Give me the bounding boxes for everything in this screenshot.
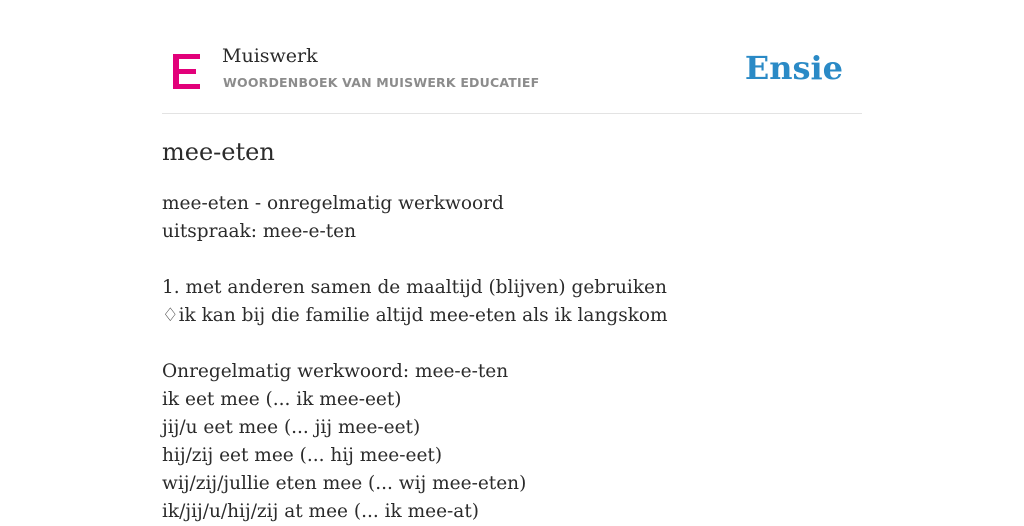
definition-line xyxy=(162,246,862,274)
entry-definition xyxy=(162,190,862,526)
page-title: mee-eten xyxy=(162,138,275,166)
definition-line: ik/jij/u/hij/zij at mee (... ik mee-at) xyxy=(162,501,479,522)
site-name[interactable]: Muiswerk xyxy=(222,45,318,67)
muiswerk-logo-icon[interactable] xyxy=(173,54,200,89)
definition-line: hij/zij eet mee (... hij mee-eet) xyxy=(162,445,443,466)
definition-line xyxy=(162,330,862,358)
definition-line: ♢ik kan bij die familie altijd mee-eten als ik langskom xyxy=(162,305,668,326)
site-header xyxy=(162,0,862,114)
definition-line: uitspraak: mee-e-ten xyxy=(162,221,357,242)
page-container xyxy=(162,0,862,522)
ensie-logo-link[interactable]: Ensie xyxy=(744,49,843,87)
definition-line: Onregelmatig werkwoord: mee-e-ten xyxy=(162,361,509,382)
site-subtitle: WOORDENBOEK VAN MUISWERK EDUCATIEF xyxy=(223,75,540,90)
definition-line: wij/zij/jullie eten mee (... wij mee-eten) xyxy=(162,473,527,494)
definition-line: mee-eten - onregelmatig werkwoord xyxy=(162,193,504,214)
definition-line: 1. met anderen samen de maaltijd (blijven) gebruiken xyxy=(162,277,667,298)
definition-line: ik eet mee (... ik mee-eet) xyxy=(162,389,402,410)
definition-line: jij/u eet mee (... jij mee-eet) xyxy=(162,417,421,438)
